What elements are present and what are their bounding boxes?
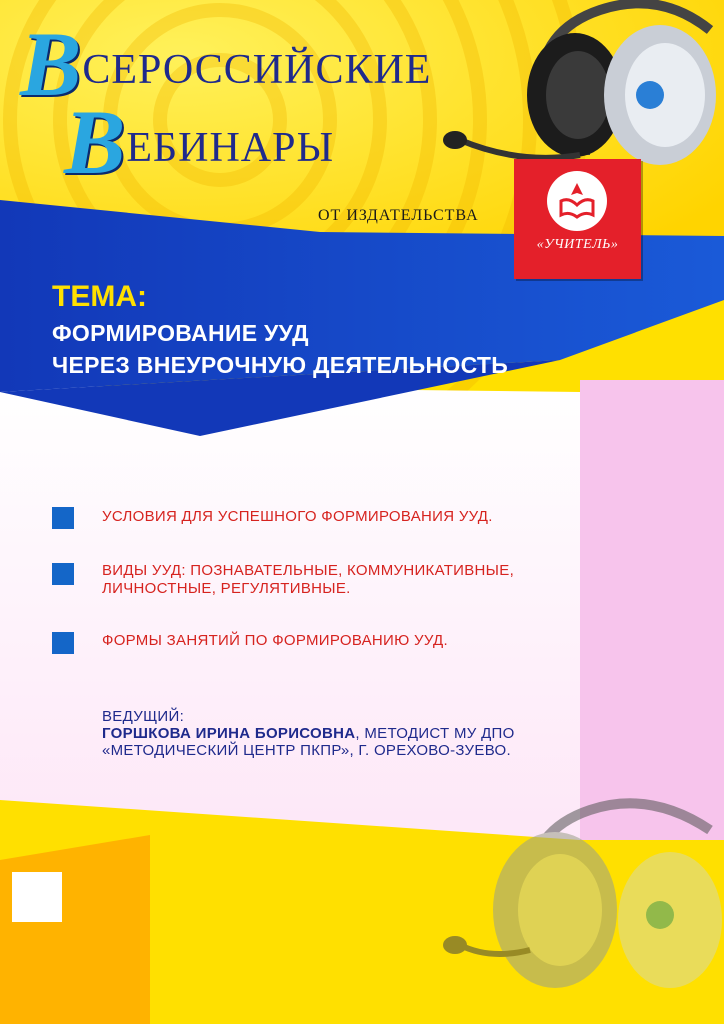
host-details: , МЕТОДИСТ МУ ДПО «МЕТОДИЧЕСКИЙ ЦЕНТР ПКПР», Г. ОРЕХОВО-ЗУЕВО. (102, 725, 515, 759)
host-block (102, 708, 582, 759)
point-item: ФОРМЫ ЗАНЯТИЙ ПО ФОРМИРОВАНИЮ УУД. (102, 632, 448, 649)
title-rest: СЕРОССИЙСКИЕ (82, 47, 432, 93)
host-info (102, 725, 582, 759)
book-logo-icon (547, 171, 607, 231)
topic-label: ТЕМА: (52, 280, 147, 313)
publisher-logo-text: «УЧИТЕЛЬ» (536, 237, 619, 252)
pink-column (580, 380, 724, 840)
topic-line-1: ФОРМИРОВАНИЕ УУД (52, 320, 309, 346)
point-item: ВИДЫ УУД: ПОЗНАВАТЕЛЬНЫЕ, КОММУНИКАТИВНЫЕ, ЛИЧНОСТНЫЕ, РЕГУЛЯТИВНЫЕ. (102, 562, 515, 597)
publisher-logo (514, 159, 641, 279)
content-panel (0, 385, 580, 860)
title-initial: В (64, 91, 127, 193)
square-bullet-icon (52, 563, 74, 585)
square-bullet-icon (52, 632, 74, 654)
title-line-2 (64, 91, 335, 193)
point-item: УСЛОВИЯ ДЛЯ УСПЕШНОГО ФОРМИРОВАНИЯ УУД. (102, 508, 493, 525)
host-label: ВЕДУЩИЙ: (102, 708, 185, 725)
bottom-orange-block (0, 835, 150, 1024)
topic-line-2: ЧЕРЕЗ ВНЕУРОЧНУЮ ДЕЯТЕЛЬНОСТЬ (52, 352, 509, 378)
publisher-prefix: ОТ ИЗДАТЕЛЬСТВА (318, 207, 479, 224)
host-name: ГОРШКОВА ИРИНА БОРИСОВНА (102, 725, 356, 742)
title-initial: В (20, 13, 83, 115)
square-bullet-icon (52, 507, 74, 529)
title-rest: ЕБИНАРЫ (126, 125, 335, 171)
bottom-white-square (12, 872, 62, 922)
